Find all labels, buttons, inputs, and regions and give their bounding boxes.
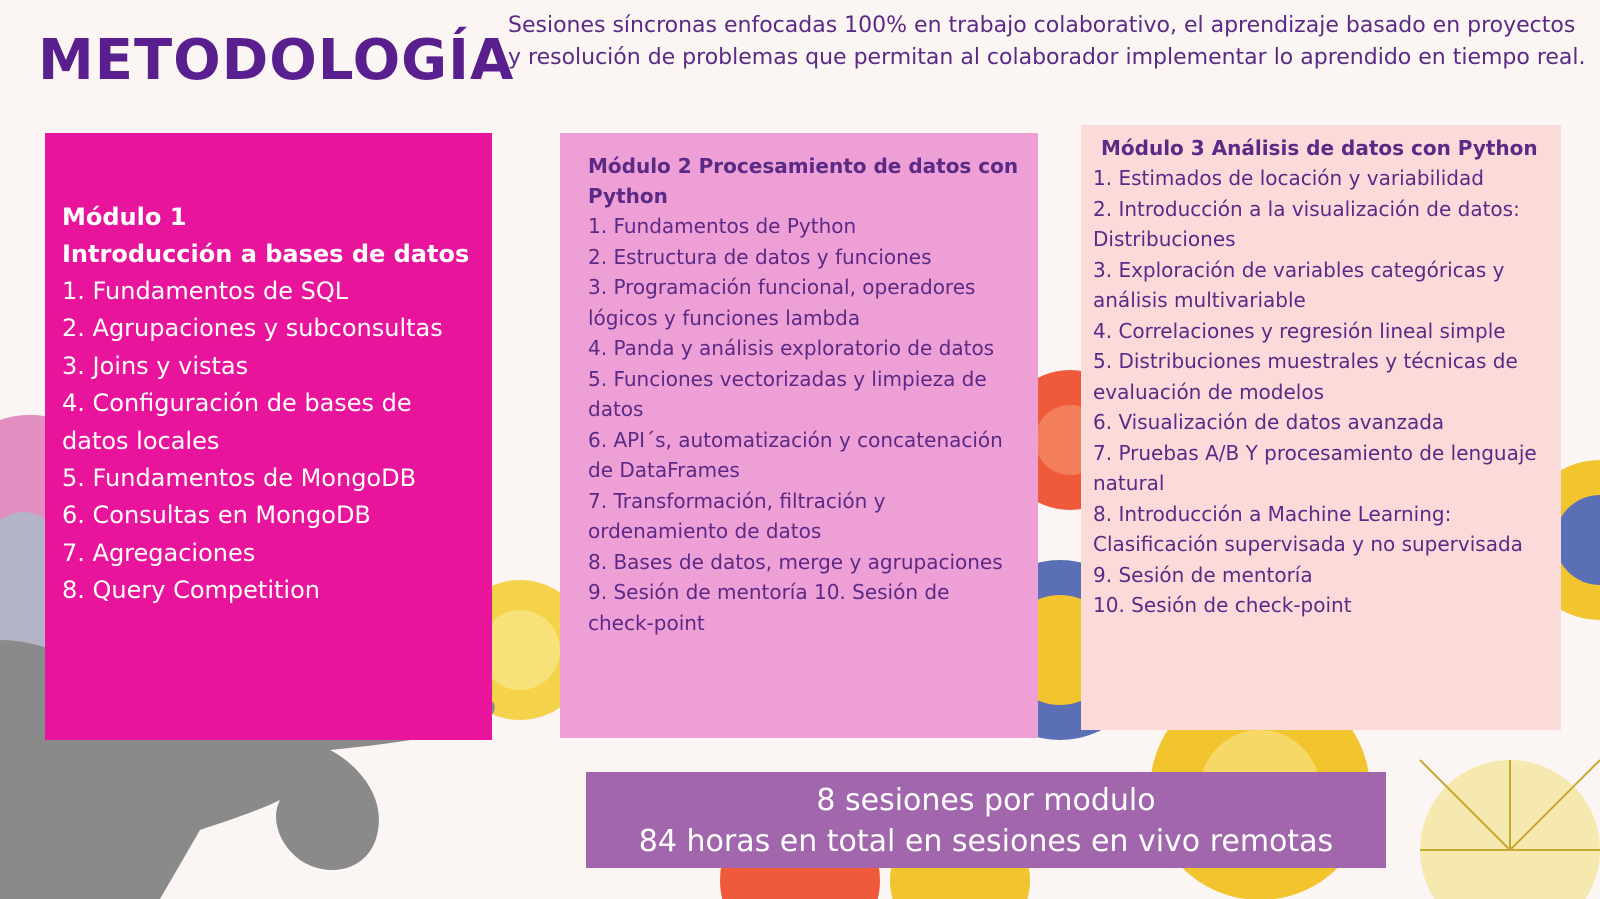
module-1-subtitle: Introducción a bases de datos bbox=[62, 240, 470, 268]
list-item: 9. Sesión de mentoría 10. Sesión de check-point bbox=[588, 580, 950, 635]
module-3-list bbox=[1093, 163, 1549, 621]
sessions-per-module: 8 sesiones por modulo bbox=[816, 783, 1156, 818]
list-item: 7. Pruebas A/B Y procesamiento de lenguaje natural bbox=[1093, 440, 1537, 495]
module-1-title: Módulo 1 bbox=[62, 203, 187, 231]
list-item: 6. Consultas en MongoDB bbox=[62, 501, 371, 530]
list-item: 7. Agregaciones bbox=[62, 538, 256, 567]
list-item: 4. Configuración de bases de datos locales bbox=[62, 389, 412, 455]
module-1-list bbox=[62, 273, 482, 610]
list-item: 1. Estimados de locación y variabilidad bbox=[1093, 166, 1484, 190]
module-3-title: Módulo 3 Análisis de datos con Python bbox=[1101, 136, 1538, 160]
module-2-title: Módulo 2 Procesamiento de datos con Python bbox=[588, 154, 1019, 208]
list-item: 6. Visualización de datos avanzada bbox=[1093, 410, 1445, 434]
module-2-list bbox=[588, 211, 1020, 638]
module-2-card bbox=[560, 133, 1038, 738]
list-item: 5. Distribuciones muestrales y técnicas de evaluación de modelos bbox=[1093, 349, 1518, 404]
list-item: 8. Bases de datos, merge y agrupaciones bbox=[588, 549, 1003, 574]
list-item: 4. Panda y análisis exploratorio de datos bbox=[588, 336, 995, 360]
intro-text: Sesiones síncronas enfocadas 100% en trabajo colaborativo, el aprendizaje basado en proyectos y resolución de problemas que permitan al colaborador implementar lo aprendido en tiempo real. bbox=[508, 13, 1586, 70]
list-item: 3. Exploración de variables categóricas y análisis multivariable bbox=[1093, 257, 1505, 312]
page-title: METODOLOGÍA bbox=[38, 28, 515, 93]
sessions-summary-banner bbox=[586, 772, 1386, 868]
list-item: 5. Funciones vectorizadas y limpieza de datos bbox=[588, 366, 987, 421]
list-item: 3. Joins y vistas bbox=[62, 351, 249, 380]
flower-sunburst bbox=[1420, 760, 1600, 899]
total-hours: 84 horas en total en sesiones en vivo remotas bbox=[638, 824, 1334, 859]
list-item: 3. Programación funcional, operadores lógicos y funciones lambda bbox=[588, 275, 976, 330]
list-item: 2. Agrupaciones y subconsultas bbox=[62, 314, 443, 343]
module-3-card bbox=[1081, 125, 1561, 730]
list-item: 2. Estructura de datos y funciones bbox=[588, 244, 932, 269]
list-item: 8. Query Competition bbox=[62, 576, 320, 605]
list-item: 2. Introducción a la visualización de datos: Distribuciones bbox=[1093, 196, 1520, 251]
list-item: 7. Transformación, filtración y ordenamiento de datos bbox=[588, 488, 886, 543]
list-item: 1. Fundamentos de SQL bbox=[62, 277, 349, 305]
list-item: 5. Fundamentos de MongoDB bbox=[62, 464, 417, 493]
module-1-card bbox=[45, 133, 492, 740]
list-item: 6. API´s, automatización y concatenación de DataFrames bbox=[588, 427, 1003, 482]
list-item: 9. Sesión de mentoría bbox=[1093, 562, 1313, 587]
list-item: 1. Fundamentos de Python bbox=[588, 214, 857, 238]
list-item: 10. Sesión de check-point bbox=[1093, 593, 1352, 617]
list-item: 8. Introducción a Machine Learning: Clasificación supervisada y no supervisada bbox=[1093, 501, 1523, 556]
list-item: 4. Correlaciones y regresión lineal simple bbox=[1093, 318, 1506, 343]
